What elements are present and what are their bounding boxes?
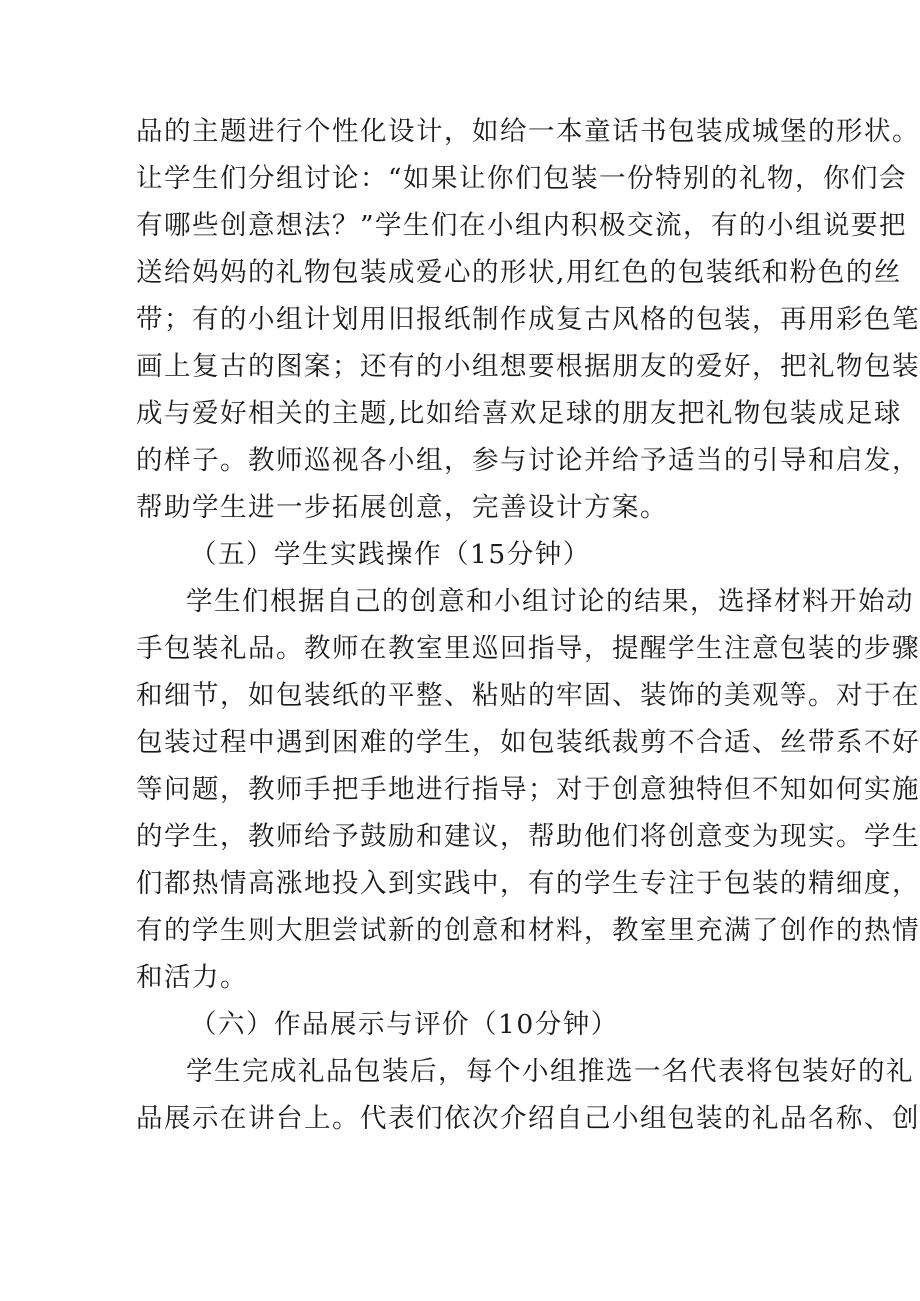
paragraph-line: 学生们根据自己的创意和小组讨论的结果，选择材料开始动 xyxy=(186,586,914,617)
paragraph-line: 的学生，教师给予鼓励和建议，帮助他们将创意变为现实。学生 xyxy=(136,821,920,852)
paragraph-line: 有哪些创意想法？”学生们在小组内积极交流，有的小组说要把 xyxy=(136,210,908,241)
paragraph-line: 成与爱好相关的主题,比如给喜欢足球的朋友把礼物包装成足球 xyxy=(136,398,902,429)
section-heading-6: （六）作品展示与评价（10分钟） xyxy=(190,1009,619,1040)
paragraph-line: 画上复古的图案；还有的小组想要根据朋友的爱好，把礼物包装 xyxy=(136,351,920,382)
paragraph-line: 品展示在讲台上。代表们依次介绍自己小组包装的礼品名称、创 xyxy=(136,1103,920,1134)
document-body xyxy=(136,108,920,1142)
paragraph-line: 学生完成礼品包装后，每个小组推选一名代表将包装好的礼 xyxy=(186,1056,914,1087)
paragraph-line: 和活力。 xyxy=(136,962,248,993)
paragraph-line: 等问题，教师手把手地进行指导；对于创意独特但不知如何实施 xyxy=(136,774,920,805)
paragraph-line: 让学生们分组讨论：“如果让你们包装一份特别的礼物，你们会 xyxy=(136,163,908,194)
section-heading-5: （五）学生实践操作（15分钟） xyxy=(190,539,591,570)
paragraph-line: 的样子。教师巡视各小组，参与讨论并给予适当的引导和启发， xyxy=(136,445,920,476)
paragraph-line: 帮助学生进一步拓展创意，完善设计方案。 xyxy=(136,492,668,523)
paragraph-line: 送给妈妈的礼物包装成爱心的形状,用红色的包装纸和粉色的丝 xyxy=(136,257,902,288)
paragraph-line: 手包装礼品。教师在教室里巡回指导，提醒学生注意包装的步骤 xyxy=(136,633,920,664)
paragraph-line: 们都热情高涨地投入到实践中，有的学生专注于包装的精细度， xyxy=(136,868,920,899)
paragraph-line: 和细节，如包装纸的平整、粘贴的牢固、装饰的美观等。对于在 xyxy=(136,680,920,711)
paragraph-line: 包装过程中遇到困难的学生，如包装纸裁剪不合适、丝带系不好 xyxy=(136,727,920,758)
paragraph-line: 有的学生则大胆尝试新的创意和材料，教室里充满了创作的热情 xyxy=(136,915,920,946)
paragraph-line: 带；有的小组计划用旧报纸制作成复古风格的包装，再用彩色笔 xyxy=(136,304,920,335)
paragraph-line: 品的主题进行个性化设计，如给一本童话书包装成城堡的形状。 xyxy=(136,116,920,147)
